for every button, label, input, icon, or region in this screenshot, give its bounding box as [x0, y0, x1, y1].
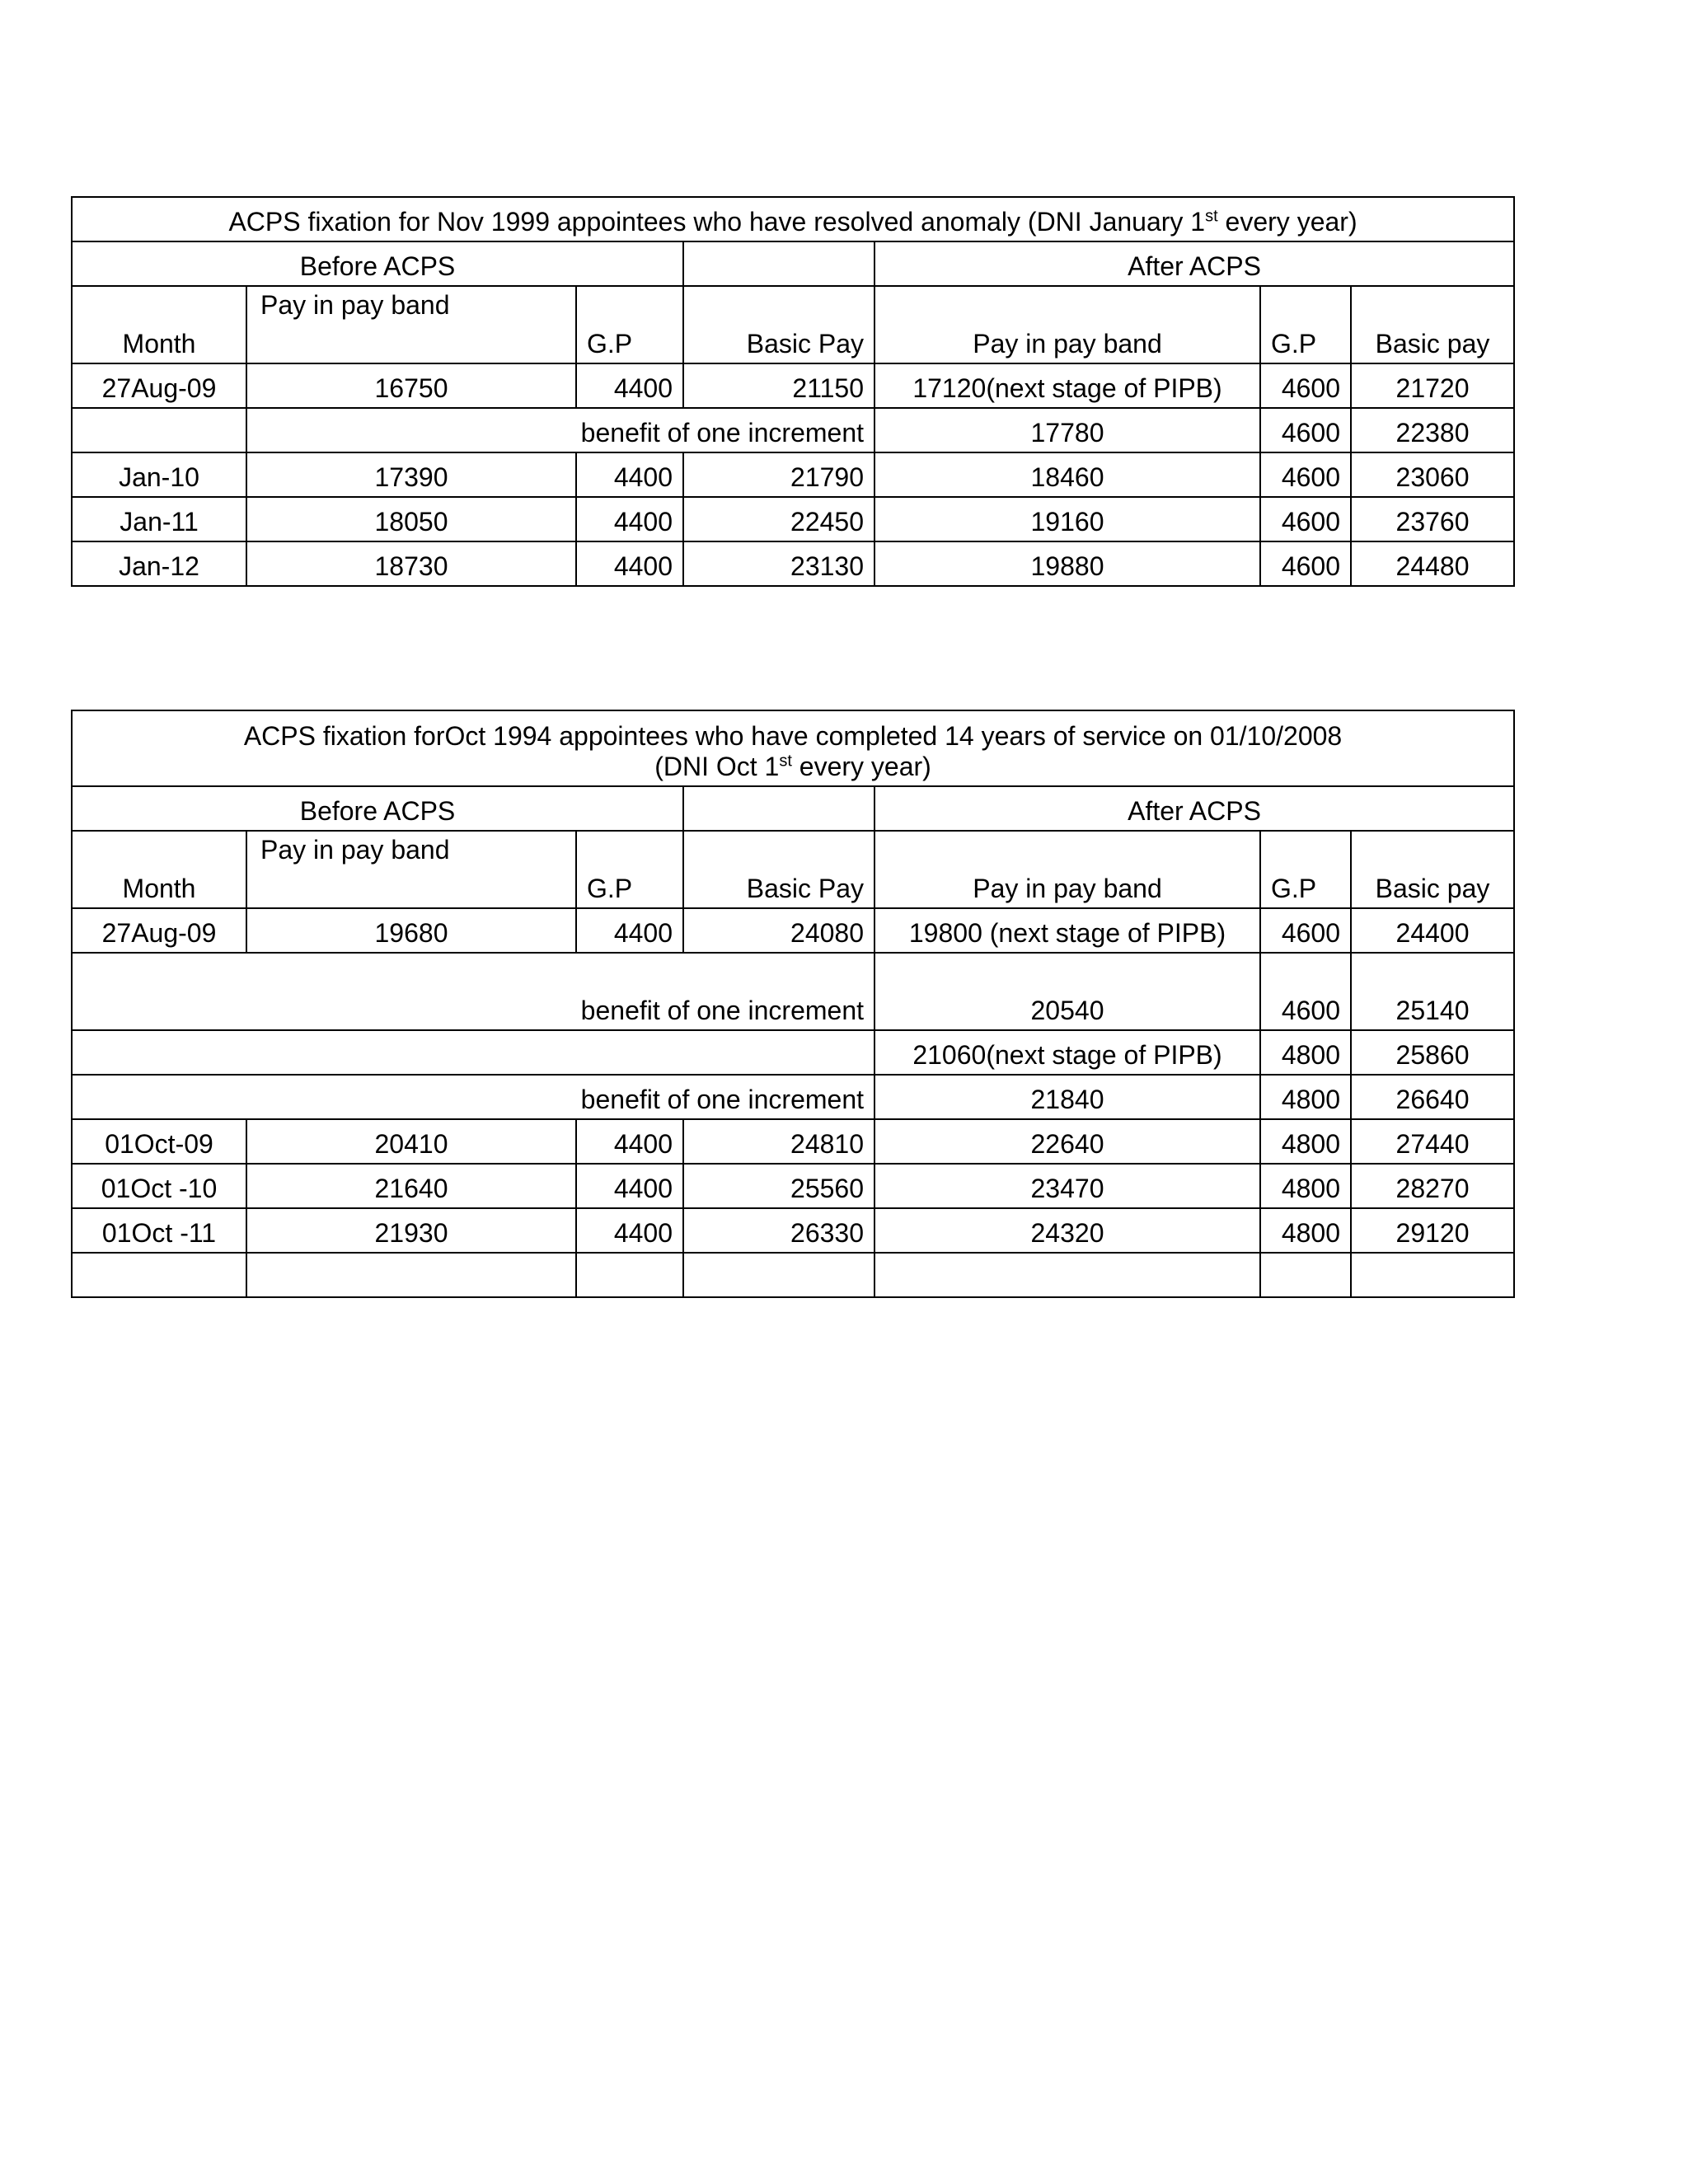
table-row [72, 452, 1514, 497]
after-basic-pay-cell: 24480 [1351, 541, 1514, 586]
month-cell: 01Oct -10 [72, 1164, 246, 1208]
after-pay-band-cell: 21840 [874, 1075, 1260, 1119]
table-row [72, 541, 1514, 586]
after-basic-pay-cell: 23760 [1351, 497, 1514, 541]
gp-header: G.P [576, 286, 683, 363]
gp-cell: 4400 [576, 363, 683, 408]
after-gp-header: G.P [1260, 831, 1351, 908]
month-cell: 01Oct -11 [72, 1208, 246, 1253]
after-gp-cell: 4600 [1260, 908, 1351, 953]
gp-header: G.P [576, 831, 683, 908]
after-pay-band-cell: 19160 [874, 497, 1260, 541]
after-acps-header: After ACPS [874, 241, 1514, 286]
basic-pay-cell: 23130 [683, 541, 874, 586]
month-cell: Jan-11 [72, 497, 246, 541]
after-gp-cell: 4600 [1260, 363, 1351, 408]
empty-cell [683, 786, 874, 831]
after-pay-band-cell: 19880 [874, 541, 1260, 586]
after-gp-cell: 4800 [1260, 1075, 1351, 1119]
after-basic-pay-cell: 23060 [1351, 452, 1514, 497]
month-cell: 27Aug-09 [72, 363, 246, 408]
month-cell: Jan-12 [72, 541, 246, 586]
after-gp-cell: 4800 [1260, 1119, 1351, 1164]
after-basic-pay-header: Basic pay [1351, 286, 1514, 363]
after-basic-pay-cell: 28270 [1351, 1164, 1514, 1208]
after-gp-cell: 4800 [1260, 1030, 1351, 1075]
table-row [72, 497, 1514, 541]
note-cell: benefit of one increment [72, 1075, 874, 1119]
month-cell: 01Oct-09 [72, 1119, 246, 1164]
empty-cell [246, 1253, 576, 1297]
basic-pay-cell: 26330 [683, 1208, 874, 1253]
after-pay-band-cell: 24320 [874, 1208, 1260, 1253]
basic-pay-cell: 21790 [683, 452, 874, 497]
empty-cell [1351, 1253, 1514, 1297]
basic-pay-cell: 25560 [683, 1164, 874, 1208]
empty-cell [72, 408, 246, 452]
basic-pay-cell: 21150 [683, 363, 874, 408]
pay-band-cell: 18050 [246, 497, 576, 541]
before-acps-header: Before ACPS [72, 786, 683, 831]
after-basic-pay-cell: 29120 [1351, 1208, 1514, 1253]
note-cell [72, 1030, 874, 1075]
month-cell: Jan-10 [72, 452, 246, 497]
after-pay-band-cell: 21060(next stage of PIPB) [874, 1030, 1260, 1075]
gp-cell: 4400 [576, 497, 683, 541]
table-title: ACPS fixation for Nov 1999 appointees who have resolved anomaly (DNI January 1st every year) [72, 197, 1514, 241]
pay-in-pay-band-header: Pay in pay band [246, 831, 576, 908]
before-acps-header: Before ACPS [72, 241, 683, 286]
table-row [72, 1075, 1514, 1119]
gp-cell: 4400 [576, 908, 683, 953]
after-pay-band-cell: 23470 [874, 1164, 1260, 1208]
table-title: ACPS fixation forOct 1994 appointees who have completed 14 years of service on 01/10/2008 (DNI Oct 1st every year) [72, 710, 1514, 786]
basic-pay-header: Basic Pay [683, 286, 874, 363]
pay-band-cell: 18730 [246, 541, 576, 586]
after-gp-cell: 4600 [1260, 541, 1351, 586]
acps-table-oct-1994 [71, 710, 1515, 1298]
after-pay-in-pay-band-header: Pay in pay band [874, 831, 1260, 908]
empty-cell [683, 241, 874, 286]
after-gp-cell: 4800 [1260, 1164, 1351, 1208]
pay-band-cell: 21930 [246, 1208, 576, 1253]
gp-cell: 4400 [576, 452, 683, 497]
table-row [72, 953, 1514, 1030]
pay-band-cell: 16750 [246, 363, 576, 408]
gp-cell: 4400 [576, 541, 683, 586]
table-row [72, 1119, 1514, 1164]
after-basic-pay-cell: 21720 [1351, 363, 1514, 408]
gp-cell: 4400 [576, 1119, 683, 1164]
after-basic-pay-cell: 25140 [1351, 953, 1514, 1030]
after-pay-band-cell: 17120(next stage of PIPB) [874, 363, 1260, 408]
gp-cell: 4400 [576, 1208, 683, 1253]
table-row [72, 1164, 1514, 1208]
after-pay-band-cell: 18460 [874, 452, 1260, 497]
after-gp-cell: 4800 [1260, 1208, 1351, 1253]
empty-cell [72, 1253, 246, 1297]
after-basic-pay-cell: 24400 [1351, 908, 1514, 953]
acps-table-nov-1999 [71, 196, 1515, 587]
after-pay-band-cell: 22640 [874, 1119, 1260, 1164]
empty-table-row [72, 1253, 1514, 1297]
pay-band-cell: 19680 [246, 908, 576, 953]
empty-cell [683, 1253, 874, 1297]
after-gp-cell: 4600 [1260, 497, 1351, 541]
after-acps-header: After ACPS [874, 786, 1514, 831]
after-basic-pay-cell: 22380 [1351, 408, 1514, 452]
empty-cell [874, 1253, 1260, 1297]
after-basic-pay-header: Basic pay [1351, 831, 1514, 908]
basic-pay-cell: 22450 [683, 497, 874, 541]
after-basic-pay-cell: 26640 [1351, 1075, 1514, 1119]
pay-band-cell: 17390 [246, 452, 576, 497]
basic-pay-cell: 24810 [683, 1119, 874, 1164]
basic-pay-cell: 24080 [683, 908, 874, 953]
basic-pay-header: Basic Pay [683, 831, 874, 908]
after-pay-band-cell: 19800 (next stage of PIPB) [874, 908, 1260, 953]
pay-in-pay-band-header: Pay in pay band [246, 286, 576, 363]
gp-cell: 4400 [576, 1164, 683, 1208]
pay-band-cell: 20410 [246, 1119, 576, 1164]
note-cell: benefit of one increment [72, 953, 874, 1030]
table-row [72, 363, 1514, 408]
empty-cell [576, 1253, 683, 1297]
after-gp-cell: 4600 [1260, 452, 1351, 497]
table-row [72, 1030, 1514, 1075]
pay-band-cell: 21640 [246, 1164, 576, 1208]
after-basic-pay-cell: 25860 [1351, 1030, 1514, 1075]
table-row [72, 908, 1514, 953]
after-pay-in-pay-band-header: Pay in pay band [874, 286, 1260, 363]
after-gp-header: G.P [1260, 286, 1351, 363]
empty-cell [1260, 1253, 1351, 1297]
table-row [72, 408, 1514, 452]
note-cell: benefit of one increment [246, 408, 874, 452]
month-cell: 27Aug-09 [72, 908, 246, 953]
after-gp-cell: 4600 [1260, 408, 1351, 452]
table-row [72, 1208, 1514, 1253]
after-gp-cell: 4600 [1260, 953, 1351, 1030]
after-pay-band-cell: 17780 [874, 408, 1260, 452]
month-header: Month [72, 286, 246, 363]
after-basic-pay-cell: 27440 [1351, 1119, 1514, 1164]
month-header: Month [72, 831, 246, 908]
after-pay-band-cell: 20540 [874, 953, 1260, 1030]
